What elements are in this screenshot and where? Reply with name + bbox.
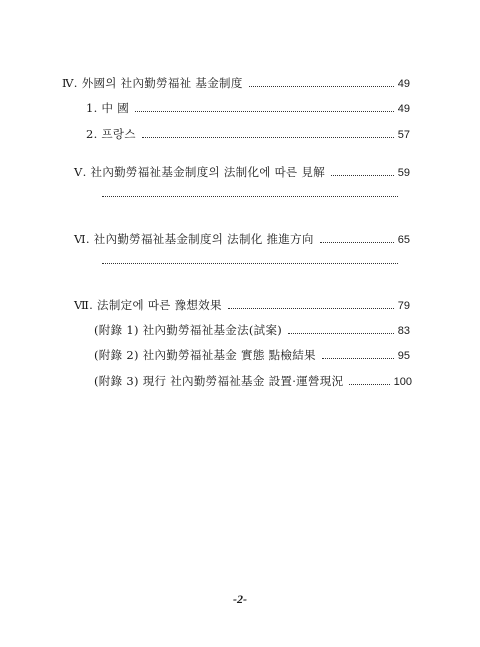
toc-entry-france [86, 127, 410, 142]
toc-entry-appendix-2 [94, 348, 410, 363]
dot-leader [142, 137, 394, 138]
toc-entry-appendix-1 [94, 323, 410, 338]
dot-leader [331, 175, 394, 176]
toc-entry-title: (附錄 2) 社內勤勞福祉基金 實態 點檢結果 [94, 348, 316, 362]
toc-entry-title: Ⅴ. 社內勤勞福祉基金制度의 法制化에 따른 見解 [74, 165, 326, 179]
dot-leader [228, 308, 394, 309]
toc-entry-title: 2. 프랑스 [86, 127, 136, 141]
toc-entry-title: (附錄 3) 現行 社內勤勞福祉基金 設置·運營現況 [94, 374, 344, 388]
toc-entry-china [86, 101, 410, 116]
toc-entry-chapter-6 [74, 232, 410, 247]
toc-entry-chapter-4 [62, 76, 410, 91]
toc-entry-title: (附錄 1) 社內勤勞福祉基金法(試案) [94, 323, 283, 337]
dot-leader [349, 384, 389, 385]
dot-leader [322, 358, 394, 359]
toc-entry-page: 83 [397, 325, 410, 337]
toc-entry-page: 65 [397, 234, 410, 246]
toc-entry-page: 49 [397, 78, 410, 90]
toc-entry-title: Ⅶ. 法制定에 따른 豫想效果 [74, 298, 222, 312]
toc-entry-chapter-7 [74, 298, 410, 313]
toc-entry-title: 1. 中 國 [86, 101, 130, 115]
toc-entry-page: 49 [397, 103, 410, 115]
toc-entry-page: 59 [397, 167, 410, 179]
dot-leader [135, 111, 394, 112]
dot-leader [249, 86, 394, 87]
toc-entry-title: Ⅵ. 社內勤勞福祉基金制度의 法制化 推進方向 [74, 232, 314, 246]
toc-entry-page: 57 [397, 129, 410, 141]
toc-entry-chapter-5 [74, 165, 410, 180]
toc-entry-page: 100 [393, 376, 412, 388]
toc-entry-appendix-3 [94, 374, 412, 389]
dot-leader [320, 242, 394, 243]
toc-entry-title: Ⅳ. 外國의 社內勤勞福祉 基金制度 [62, 76, 243, 90]
dot-leader-continuation [102, 196, 398, 197]
dot-leader-continuation [102, 263, 398, 264]
page-number: -2- [233, 592, 247, 606]
toc-entry-page: 95 [397, 350, 410, 362]
toc-entry-page: 79 [397, 300, 410, 312]
dot-leader [288, 333, 394, 334]
